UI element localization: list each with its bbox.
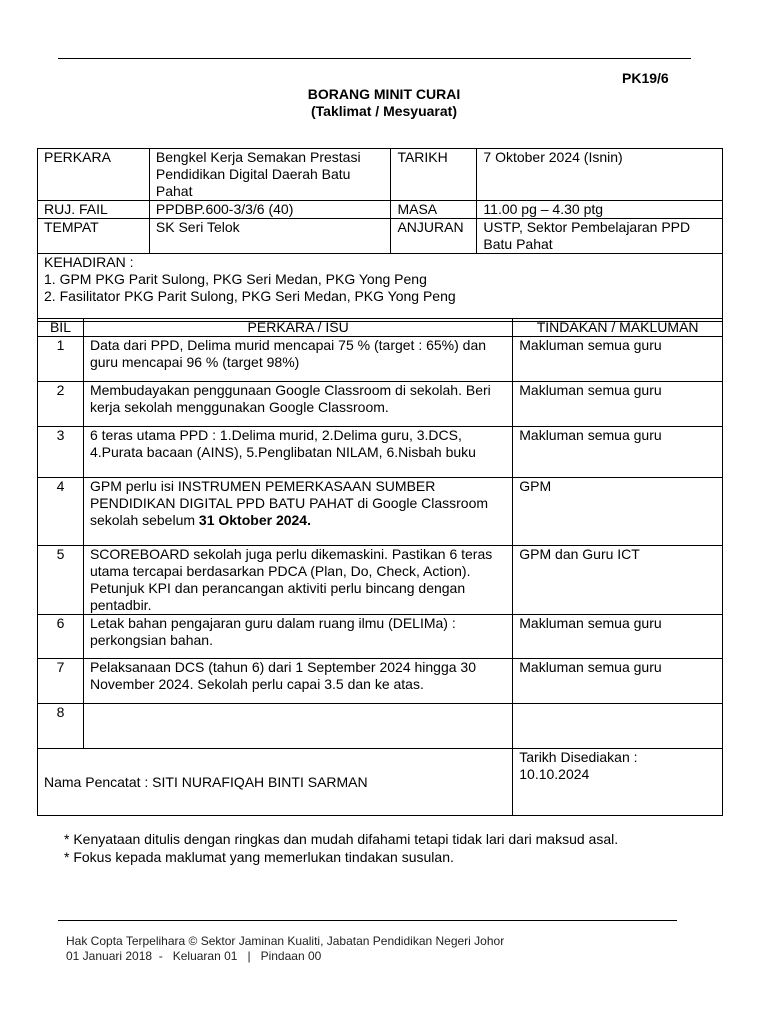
tarikh-disediakan-value: 10.10.2024 (519, 766, 590, 782)
table-row (38, 427, 723, 478)
table-row (38, 659, 723, 704)
table-row (38, 546, 723, 615)
kehadiran-line-2: 2. Fasilitator PKG Parit Sulong, PKG Seri Medan, PKG Yong Peng (44, 288, 456, 304)
row-tindakan: Makluman semua guru (513, 337, 723, 382)
header-tindakan: TINDAKAN / MAKLUMAN (513, 319, 723, 337)
row-bil: 7 (38, 659, 84, 704)
row-tindakan: Makluman semua guru (513, 382, 723, 427)
row-bil: 5 (38, 546, 84, 615)
row-isu: Data dari PPD, Delima murid mencapai 75 % (target : 65%) dan guru mencapai 96 % (target 98%) (83, 337, 512, 382)
tempat-label: TEMPAT (38, 219, 150, 254)
row-bil: 3 (38, 427, 84, 478)
table-row (38, 337, 723, 382)
footer-copyright: Hak Copta Terpelihara © Sektor Jaminan Kualiti, Jabatan Pendidikan Negeri Johor (66, 934, 505, 948)
tarikh-label: TARIKH (391, 149, 477, 201)
row-bil: 8 (38, 704, 84, 749)
kehadiran-label: KEHADIRAN : (44, 254, 134, 270)
row-isu (83, 704, 512, 749)
form-title: BORANG MINIT CURAI (307, 86, 461, 102)
note-1: * Kenyataan ditulis dengan ringkas dan mudah difahami tetapi tidak lari dari maksud asal. (64, 831, 619, 847)
table-row (38, 615, 723, 659)
top-rule (58, 58, 691, 59)
perkara-value: Bengkel Kerja Semakan Prestasi Pendidikan Digital Daerah Batu Pahat (149, 149, 391, 201)
row-isu: Letak bahan pengajaran guru dalam ruang ilmu (DELIMa) : perkongsian bahan. (83, 615, 512, 659)
row-bil: 2 (38, 382, 84, 427)
tarikh-disediakan-cell (513, 749, 723, 816)
table-row (38, 382, 723, 427)
row-isu: Membudayakan penggunaan Google Classroom di sekolah. Beri kerja sekolah menggunakan Google Classroom. (83, 382, 512, 427)
row-isu (83, 478, 512, 546)
meeting-info-table (37, 148, 723, 322)
row-bil: 6 (38, 615, 84, 659)
form-code: PK19/6 (622, 70, 669, 86)
anjuran-label: ANJURAN (391, 219, 477, 254)
header-bil: BIL (38, 319, 84, 337)
masa-label: MASA (391, 201, 477, 219)
row-tindakan: Makluman semua guru (513, 615, 723, 659)
form-subtitle: (Taklimat / Mesyuarat) (310, 103, 457, 119)
row-tindakan: Makluman semua guru (513, 659, 723, 704)
note-2: * Fokus kepada maklumat yang memerlukan tindakan susulan. (64, 849, 454, 865)
row-bil: 1 (38, 337, 84, 382)
row-tindakan: GPM dan Guru ICT (513, 546, 723, 615)
row-tindakan (513, 704, 723, 749)
pencatat-name: Nama Pencatat : SITI NURAFIQAH BINTI SARMAN (44, 773, 368, 790)
header-perkara: PERKARA / ISU (83, 319, 512, 337)
minutes-table (37, 318, 723, 816)
footer-version: 01 Januari 2018 - Keluaran 01 | Pindaan 00 (66, 949, 322, 963)
kehadiran-cell (38, 254, 723, 322)
row-bil: 4 (38, 478, 84, 546)
anjuran-value: USTP, Sektor Pembelajaran PPD Batu Pahat (477, 219, 723, 254)
footer-rule (58, 920, 677, 921)
row-isu: Pelaksanaan DCS (tahun 6) dari 1 September 2024 hingga 30 November 2024. Sekolah perlu capai 3.5 dan ke atas. (83, 659, 512, 704)
tempat-value: SK Seri Telok (149, 219, 391, 254)
ruj-fail-value: PPDBP.600-3/3/6 (40) (149, 201, 391, 219)
tarikh-disediakan-label: Tarikh Disediakan : (519, 749, 638, 765)
row-tindakan: Makluman semua guru (513, 427, 723, 478)
ruj-fail-label: RUJ. FAIL (38, 201, 150, 219)
perkara-label: PERKARA (38, 149, 150, 201)
row-tindakan: GPM (513, 478, 723, 546)
row-isu-deadline: 31 Oktober 2024. (198, 512, 311, 528)
tarikh-value: 7 Oktober 2024 (Isnin) (477, 149, 723, 201)
masa-value: 11.00 pg – 4.30 ptg (477, 201, 723, 219)
row-isu: SCOREBOARD sekolah juga perlu dikemaskini. Pastikan 6 teras utama tercapai berdasarkan PDCA (Plan, Do, Check, Action). Petunjuk KPI dan perancangan aktiviti perlu bincang dengan pentadbir. (83, 546, 512, 615)
pencatat-cell (38, 749, 513, 816)
kehadiran-line-1: 1. GPM PKG Parit Sulong, PKG Seri Medan, PKG Yong Peng (44, 271, 427, 287)
row-isu: 6 teras utama PPD : 1.Delima murid, 2.Delima guru, 3.DCS, 4.Purata bacaan (AINS), 5.Penglibatan NILAM, 6.Nisbah buku (83, 427, 512, 478)
table-row (38, 478, 723, 546)
table-row (38, 704, 723, 749)
row-isu-text: GPM perlu isi INSTRUMEN PEMERKASAAN SUMBER PENDIDIKAN DIGITAL PPD BATU PAHAT di Google Classroom sekolah sebelum (89, 478, 489, 528)
